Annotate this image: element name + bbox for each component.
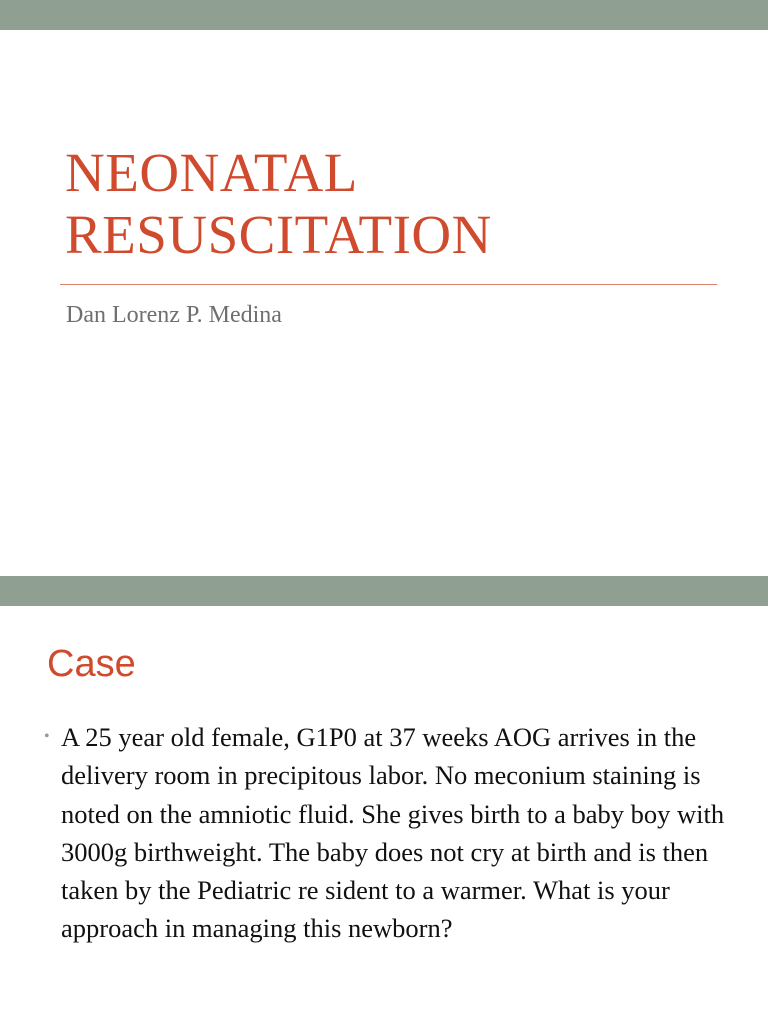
top-slide-band	[0, 0, 768, 30]
slide-title-line-1: NEONATAL	[65, 142, 358, 203]
bullet-list	[44, 718, 744, 948]
case-heading: Case	[47, 643, 136, 685]
bullet-item	[44, 718, 744, 948]
author-subtitle: Dan Lorenz P. Medina	[66, 302, 282, 328]
title-slide	[0, 30, 768, 576]
case-slide	[0, 606, 768, 1024]
bullet-dot-icon: •	[44, 728, 50, 745]
slide-title-line-2: RESUSCITATION	[65, 204, 492, 265]
slide-title	[65, 142, 492, 266]
title-divider	[60, 284, 717, 285]
slide-separator-band	[0, 576, 768, 606]
case-description: A 25 year old female, G1P0 at 37 weeks AOG arrives in the delivery room in precipitous labor. No meconium staining is noted on the amniotic fluid. She gives birth to a baby boy with 3000g birthweight. The baby does not cry at birth and is then taken by the Pediatric re sident to a warmer. What is your approach in managing this newborn?	[61, 722, 725, 944]
